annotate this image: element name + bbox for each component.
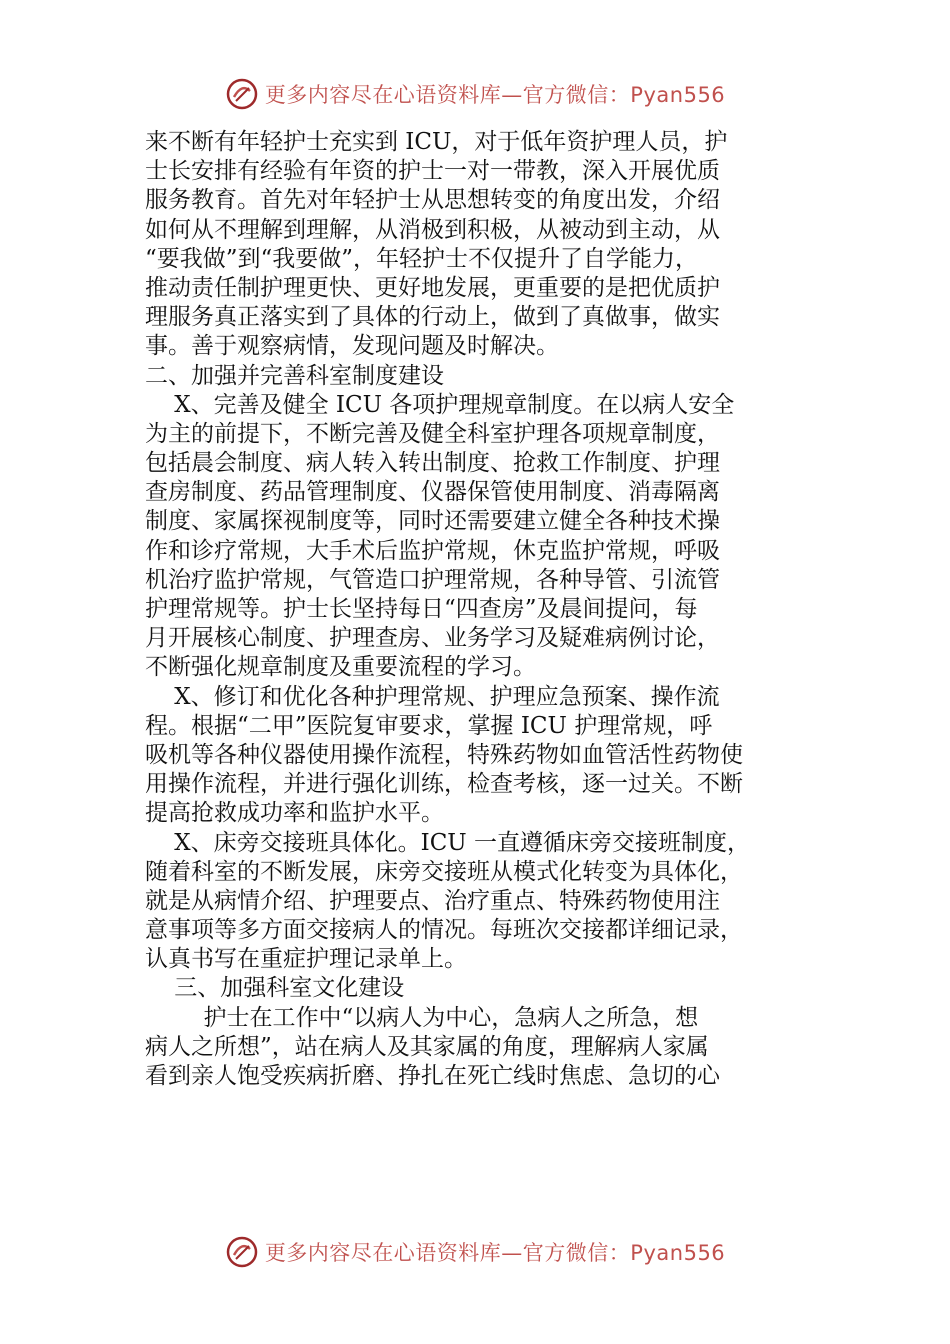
text-line: 不断强化规章制度及重要流程的学习。: [145, 654, 536, 681]
text-line: 意事项等多方面交接病人的情况。每班次交接都详细记录，: [145, 917, 743, 944]
text-line: 事。善于观察病情，发现问题及时解决。: [145, 333, 559, 360]
text-line: 服务教育。首先对年轻护士从思想转变的角度出发，介绍: [145, 187, 720, 214]
text-line: 病人之所想”，站在病人及其家属的角度，理解病人家属: [145, 1033, 709, 1060]
text-line: X、完善及健全 ICU 各项护理规章制度。在以病人安全: [145, 391, 735, 418]
text-line: 查房制度、药品管理制度、仪器保管使用制度、消毒隔离: [145, 479, 720, 506]
text-line: 护士在工作中“以病人为中心，急病人之所急，想: [145, 1004, 699, 1031]
text-line: 士长安排有经验有年资的护士一对一带教，深入开展优质: [145, 158, 720, 185]
text-line: X、床旁交接班具体化。ICU 一直遵循床旁交接班制度，: [145, 829, 750, 856]
header-banner-text: 更多内容尽在心语资料库—官方微信：Pyan556: [264, 83, 726, 107]
text-line: 提高抢救成功率和监护水平。: [145, 800, 444, 827]
text-line: 理服务真正落实到了具体的行动上，做到了真做事，做实: [145, 304, 720, 331]
text-line: 吸机等各种仪器使用操作流程，特殊药物如血管活性药物使: [145, 741, 743, 768]
text-line: 机治疗监护常规，气管造口护理常规，各种导管、引流管: [145, 566, 720, 593]
text-line: 作和诊疗常规，大手术后监护常规，休克监护常规，呼吸: [145, 537, 720, 564]
footer-banner-text: 更多内容尽在心语资料库—官方微信：Pyan556: [264, 1241, 726, 1265]
circle-seal-logo-icon: [225, 77, 259, 111]
text-line: 推动责任制护理更快、更好地发展，更重要的是把优质护: [145, 274, 720, 301]
text-line: 来不断有年轻护士充实到 ICU，对于低年资护理人员，护: [145, 129, 728, 155]
document-body: [145, 128, 815, 1091]
text-line: 如何从不理解到理解，从消极到积极，从被动到主动，从: [145, 216, 720, 243]
text-line: X、修订和优化各种护理常规、护理应急预案、操作流: [145, 683, 720, 710]
text-line: 认真书写在重症护理记录单上。: [145, 946, 467, 973]
text-line: 护理常规等。护士长坚持每日“四查房”及晨间提问，每: [145, 596, 698, 622]
text-line: 就是从病情介绍、护理要点、治疗重点、特殊药物使用注: [145, 887, 720, 914]
text-line: 二、加强并完善科室制度建设: [145, 362, 444, 389]
text-line: 制度、家属探视制度等，同时还需要建立健全各种技术操: [145, 508, 720, 535]
text-line: 用操作流程，并进行强化训练，检查考核，逐一过关。不断: [145, 771, 743, 798]
text-line: 为主的前提下，不断完善及健全科室护理各项规章制度，: [145, 420, 720, 447]
text-line: 包括晨会制度、病人转入转出制度、抢救工作制度、护理: [145, 450, 720, 477]
text-line: 随着科室的不断发展，床旁交接班从模式化转变为具体化，: [145, 858, 743, 885]
circle-seal-logo-icon: [225, 1235, 259, 1269]
text-line: 看到亲人饱受疾病折磨、挣扎在死亡线时焦虑、急切的心: [145, 1063, 720, 1089]
text-line: 程。根据“二甲”医院复审要求，掌握 ICU 护理常规，呼: [145, 712, 713, 739]
header-banner: [0, 74, 950, 114]
text-line: 三、加强科室文化建设: [145, 975, 405, 1002]
footer-banner: [0, 1232, 950, 1272]
text-line: “要我做”到“我要做”，年轻护士不仅提升了自学能力，: [145, 245, 699, 272]
text-line: 月开展核心制度、护理查房、业务学习及疑难病例讨论，: [145, 625, 720, 652]
